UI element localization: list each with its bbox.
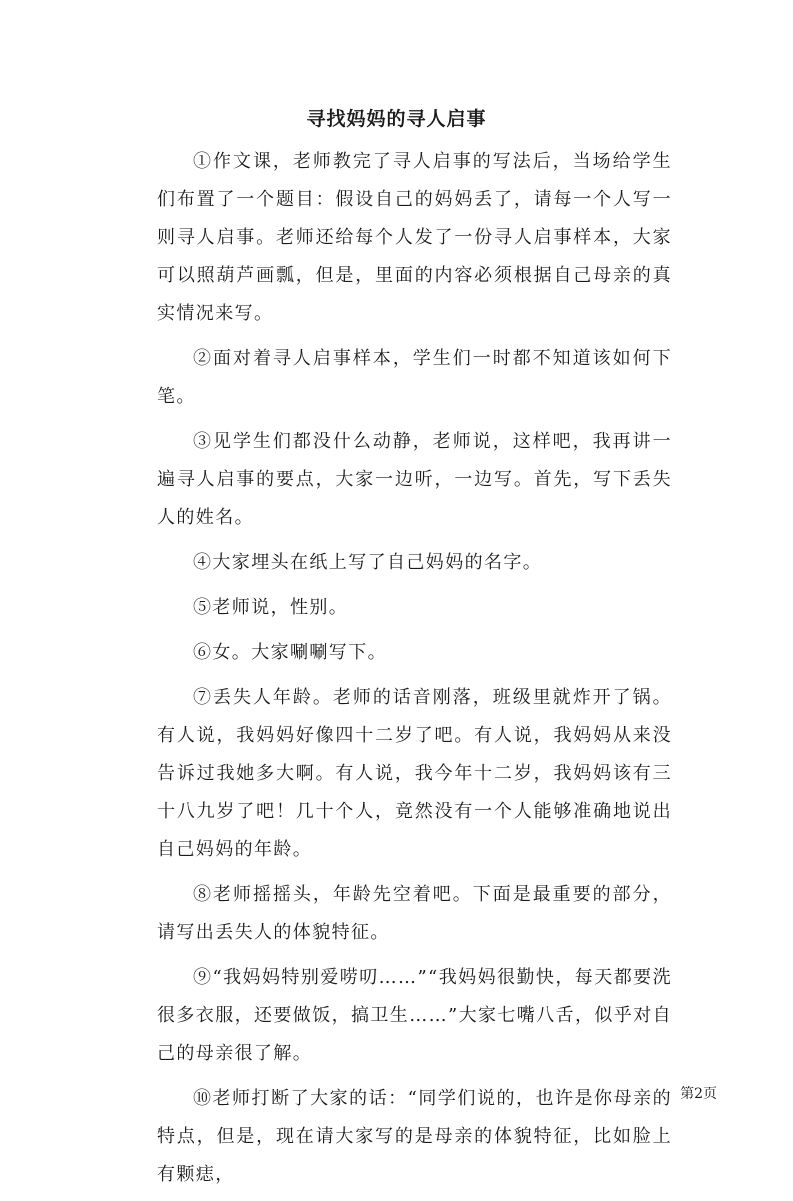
paragraph-10: ⑩老师打断了大家的话：“同学们说的，也许是你母亲的特点，但是，现在请大家写的是母亲的体貌特征，比如脸上有颗痣，	[157, 1088, 672, 1185]
article-body	[157, 143, 672, 1201]
paragraph-2: ②面对着寻人启事样本，学生们一时都不知道该如何下笔。	[157, 348, 672, 407]
paragraph-9: ⑨“我妈妈特别爱唠叨……”“我妈妈很勤快，每天都要洗很多衣服，还要做饭，搞卫生……”大家七嘴八舌，似乎对自己的母亲很了解。	[157, 967, 672, 1064]
page-title: 寻找妈妈的寻人启事	[306, 108, 487, 130]
paragraph-8: ⑧老师摇摇头，年龄先空着吧。下面是最重要的部分，请写出丢失人的体貌特征。	[157, 884, 672, 943]
paragraph-1: ①作文课，老师教完了寻人启事的写法后，当场给学生们布置了一个题目：假设自己的妈妈丢了，请每一个人写一则寻人启事。老师还给每个人发了一份寻人启事样本，大家可以照葫芦画瓢，但是，里面的内容必须根据自己母亲的真实情况来写。	[157, 151, 672, 324]
paragraph-6: ⑥女。大家唰唰写下。	[193, 642, 387, 663]
paragraph-4: ④大家埋头在纸上写了自己妈妈的名字。	[193, 552, 543, 573]
paragraph-3: ③见学生们都没什么动静，老师说，这样吧，我再讲一遍寻人启事的要点，大家一边听，一边写。首先，写下丢失人的姓名。	[157, 431, 672, 528]
paragraph-5: ⑤老师说，性别。	[193, 597, 349, 618]
page-number: 第2页	[680, 1086, 717, 1102]
paragraph-7: ⑦丢失人年龄。老师的话音刚落，班级里就炸开了锅。有人说，我妈妈好像四十二岁了吧。有人说，我妈妈从来没告诉过我她多大啊。有人说，我今年十二岁，我妈妈该有三十八九岁了吧！几十个人，竟然没有一个人能够准确地说出自己妈妈的年龄。	[157, 687, 672, 860]
